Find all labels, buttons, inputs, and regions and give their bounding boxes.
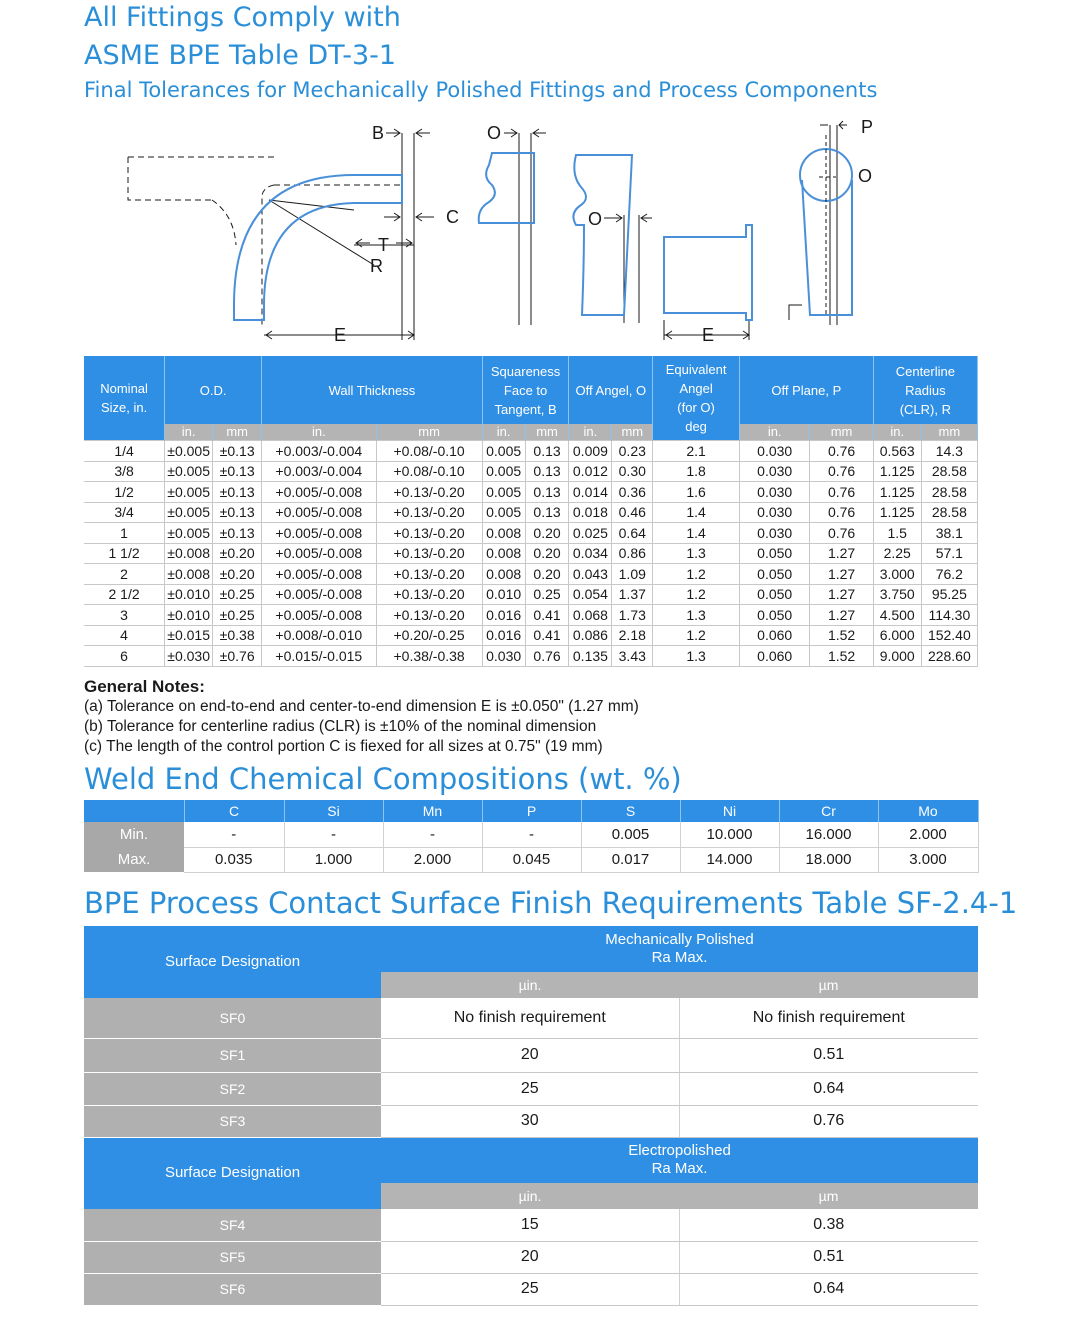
unit-cell: mm (213, 424, 262, 441)
unit-cell: mm (376, 424, 482, 441)
unit-cell: in. (739, 424, 809, 441)
table-cell: 2.25 (873, 543, 921, 564)
table-cell: 1.27 (810, 584, 873, 605)
tolerance-rows (84, 441, 978, 667)
chem-max-value: 14.000 (680, 847, 779, 872)
table-cell: 3/4 (84, 502, 165, 523)
table-cell: +0.005/-0.008 (262, 584, 376, 605)
header-nominal: Nominal Size, in. (84, 356, 165, 441)
table-cell: 1/2 (84, 482, 165, 503)
table-cell: 0.030 (739, 441, 809, 462)
table-cell: 2.1 (653, 441, 740, 462)
table-cell: +0.005/-0.008 (262, 564, 376, 585)
table-cell: 1 1/2 (84, 543, 165, 564)
table-cell: 0.018 (569, 502, 612, 523)
finish-type-header (381, 926, 978, 972)
table-cell: 0.016 (482, 605, 525, 626)
table-cell: 1.4 (653, 523, 740, 544)
chem-min-value: - (184, 822, 284, 847)
table-cell: 6 (84, 646, 165, 667)
table-cell: ±0.005 (165, 482, 213, 503)
table-cell: +0.003/-0.004 (262, 441, 376, 462)
element-header: P (482, 800, 581, 822)
note-a: (a) Tolerance on end-to-end and center-to-end dimension E is ±0.050" (1.27 mm) (84, 698, 639, 715)
sf-value-micrometer: 0.76 (679, 1105, 978, 1137)
table-cell: +0.20/-0.25 (376, 625, 482, 646)
table-cell: 0.76 (810, 461, 873, 482)
unit-cell: mm (921, 424, 977, 441)
table-cell: 0.016 (482, 625, 525, 646)
table-cell: 1.37 (612, 584, 653, 605)
sf-designation: SF0 (84, 998, 381, 1038)
element-header: Ni (680, 800, 779, 822)
sf-row (84, 1273, 978, 1305)
table-cell: 1.2 (653, 564, 740, 585)
unit-cell: in. (482, 424, 525, 441)
table-cell: 4 (84, 625, 165, 646)
table-cell: +0.13/-0.20 (376, 564, 482, 585)
unit-microinch: µin. (381, 1183, 679, 1209)
table-cell: 0.030 (739, 502, 809, 523)
table-cell: 1.27 (810, 564, 873, 585)
table-cell: 0.030 (739, 461, 809, 482)
table-cell: +0.005/-0.008 (262, 482, 376, 503)
table-cell: ±0.13 (213, 523, 262, 544)
sf-header-row (84, 1137, 978, 1183)
table-cell: +0.08/-0.10 (376, 441, 482, 462)
note-c: (c) The length of the control portion C is fiexed for all sizes at 0.75" (19 mm) (84, 738, 603, 755)
table-cell: +0.13/-0.20 (376, 502, 482, 523)
table-cell: ±0.015 (165, 625, 213, 646)
sf-row (84, 1105, 978, 1137)
unit-cell: in. (165, 424, 213, 441)
subtitle: Final Tolerances for Mechanically Polished Fittings and Process Components (84, 78, 878, 102)
title-line-2: ASME BPE Table DT-3-1 (84, 40, 397, 71)
element-header: Mn (383, 800, 482, 822)
table-cell: 0.25 (525, 584, 569, 605)
sf-value-micrometer: 0.38 (679, 1209, 978, 1241)
chem-max-value: 0.017 (581, 847, 680, 872)
table-cell: 14.3 (921, 441, 977, 462)
table-row (84, 502, 978, 523)
table-cell: 0.46 (612, 502, 653, 523)
note-b: (b) Tolerance for centerline radius (CLR) is ±10% of the nominal dimension (84, 718, 597, 735)
chem-max-value: 3.000 (878, 847, 978, 872)
chem-corner (84, 800, 184, 822)
table-cell: 1.73 (612, 605, 653, 626)
sf-value-micrometer: 0.64 (679, 1072, 978, 1105)
sf-row (84, 1038, 978, 1072)
unit-micrometer: µm (679, 972, 978, 998)
table-cell: 0.20 (525, 523, 569, 544)
table-cell: +0.13/-0.20 (376, 523, 482, 544)
header-clr-l1: Centerline (895, 363, 955, 379)
table-cell: 0.64 (612, 523, 653, 544)
table-cell: 4.500 (873, 605, 921, 626)
table-cell: 0.20 (525, 564, 569, 585)
header-off-angle: Off Angel, O (569, 356, 653, 424)
table-cell: 0.13 (525, 502, 569, 523)
table-cell: 3/8 (84, 461, 165, 482)
table-cell: 0.008 (482, 523, 525, 544)
table-cell: 0.043 (569, 564, 612, 585)
finish-type-sub: Ra Max. (651, 1160, 708, 1178)
table-cell: 0.025 (569, 523, 612, 544)
chem-max-value: 18.000 (779, 847, 878, 872)
table-row (84, 482, 978, 503)
chem-max-value: 0.035 (184, 847, 284, 872)
unit-micrometer: µm (679, 1183, 978, 1209)
table-cell: 3.43 (612, 646, 653, 667)
table-cell: 0.054 (569, 584, 612, 605)
table-cell: 0.86 (612, 543, 653, 564)
label-t: T (378, 235, 389, 255)
table-row (84, 584, 978, 605)
table-cell: 0.050 (739, 584, 809, 605)
table-cell: 2 (84, 564, 165, 585)
surface-designation-header (84, 926, 381, 998)
table-cell: 0.060 (739, 646, 809, 667)
sf-value-microinch: No finish requirement (381, 998, 679, 1038)
table-cell: 0.76 (810, 502, 873, 523)
chem-min-value: - (383, 822, 482, 847)
label-e-left: E (334, 325, 347, 345)
element-header: C (184, 800, 284, 822)
table-cell: 1.27 (810, 605, 873, 626)
header-clr-l2: Radius (905, 382, 946, 398)
sf-value-microinch: 25 (381, 1273, 679, 1305)
header-equivalent (653, 356, 740, 441)
table-cell: ±0.005 (165, 502, 213, 523)
table-cell: 1.27 (810, 543, 873, 564)
table-cell: 1.3 (653, 543, 740, 564)
table-cell: ±0.005 (165, 441, 213, 462)
table-cell: +0.005/-0.008 (262, 502, 376, 523)
unit-cell: in. (873, 424, 921, 441)
table-cell: ±0.030 (165, 646, 213, 667)
table-row (84, 461, 978, 482)
table-cell: 0.13 (525, 441, 569, 462)
table-cell: 0.005 (482, 461, 525, 482)
header-wall: Wall Thickness (262, 356, 483, 424)
table-cell: 57.1 (921, 543, 977, 564)
table-cell: 0.030 (739, 523, 809, 544)
table-cell: ±0.13 (213, 482, 262, 503)
finish-type-sub: Ra Max. (651, 949, 708, 966)
table-row (84, 625, 978, 646)
table-row (84, 605, 978, 626)
table-cell: +0.13/-0.20 (376, 482, 482, 503)
table-cell: 0.13 (525, 461, 569, 482)
table-cell: 0.135 (569, 646, 612, 667)
header-equiv-l2: Angel (679, 381, 713, 396)
table-cell: +0.005/-0.008 (262, 523, 376, 544)
table-cell: ±0.13 (213, 441, 262, 462)
label-p: P (861, 117, 874, 137)
sf-value-micrometer: 0.51 (679, 1241, 978, 1273)
table-cell: 0.008 (482, 564, 525, 585)
table-cell: ±0.005 (165, 523, 213, 544)
header-equiv-l1: Equivalent (665, 362, 727, 377)
table-row (84, 441, 978, 462)
table-cell: 76.2 (921, 564, 977, 585)
chem-min-value: - (284, 822, 383, 847)
table-cell: 0.009 (569, 441, 612, 462)
element-header: Cr (779, 800, 878, 822)
table-cell: 1.5 (873, 523, 921, 544)
surface-designation-header (84, 1137, 381, 1209)
table-cell: 0.41 (525, 625, 569, 646)
table-cell: ±0.005 (165, 461, 213, 482)
table-cell: ±0.13 (213, 502, 262, 523)
sf-row (84, 998, 978, 1038)
element-header: Mo (878, 800, 978, 822)
header-off-plane: Off Plane, P (739, 356, 873, 424)
table-cell: 3 (84, 605, 165, 626)
table-cell: 95.25 (921, 584, 977, 605)
table-cell: 1 (84, 523, 165, 544)
sf-value-microinch: 20 (381, 1038, 679, 1072)
fitting-tolerance-diagram (84, 115, 984, 347)
table-cell: 0.030 (739, 482, 809, 503)
finish-type-header (381, 1137, 978, 1183)
table-cell: 6.000 (873, 625, 921, 646)
sf-row (84, 1209, 978, 1241)
table-cell: +0.008/-0.010 (262, 625, 376, 646)
table-cell: +0.005/-0.008 (262, 605, 376, 626)
table-cell: 0.005 (482, 482, 525, 503)
element-header: S (581, 800, 680, 822)
sf-designation: SF2 (84, 1072, 381, 1105)
table-cell: 0.36 (612, 482, 653, 503)
label-o-top: O (487, 123, 502, 143)
table-cell: ±0.008 (165, 543, 213, 564)
table-cell: +0.13/-0.20 (376, 605, 482, 626)
table-cell: 1/4 (84, 441, 165, 462)
header-equiv-l3: (for O) (677, 400, 715, 415)
sf-row (84, 1241, 978, 1273)
table-cell: 114.30 (921, 605, 977, 626)
table-cell: ±0.76 (213, 646, 262, 667)
table-cell: 1.8 (653, 461, 740, 482)
sf-value-micrometer: 0.51 (679, 1038, 978, 1072)
table-cell: 28.58 (921, 461, 977, 482)
sf-value-microinch: 30 (381, 1105, 679, 1137)
table-cell: 3.750 (873, 584, 921, 605)
table-cell: 9.000 (873, 646, 921, 667)
table-cell: +0.005/-0.008 (262, 543, 376, 564)
table-cell: 0.23 (612, 441, 653, 462)
table-cell: ±0.010 (165, 584, 213, 605)
table-cell: 0.034 (569, 543, 612, 564)
table-cell: 0.014 (569, 482, 612, 503)
table-cell: 152.40 (921, 625, 977, 646)
header-squareness-l2: Face to (503, 382, 548, 398)
chem-min-label: Min. (84, 822, 184, 847)
table-cell: 2 1/2 (84, 584, 165, 605)
table-cell: +0.13/-0.20 (376, 543, 482, 564)
label-c: C (446, 207, 459, 227)
tolerance-table (84, 356, 978, 667)
finish-type-title: Mechanically Polished (605, 931, 754, 948)
table-cell: 0.005 (482, 441, 525, 462)
label-r: R (370, 256, 383, 276)
table-cell: 0.012 (569, 461, 612, 482)
table-cell: ±0.38 (213, 625, 262, 646)
table-cell: ±0.010 (165, 605, 213, 626)
table-row (84, 564, 978, 585)
table-cell: +0.38/-0.38 (376, 646, 482, 667)
table-cell: 0.76 (525, 646, 569, 667)
table-cell: 1.125 (873, 502, 921, 523)
chemistry-table (84, 800, 979, 873)
sf-designation: SF4 (84, 1209, 381, 1241)
unit-microinch: µin. (381, 972, 679, 998)
chem-min-value: - (482, 822, 581, 847)
table-row (84, 523, 978, 544)
header-squareness-l3: Tangent, B (494, 401, 557, 417)
table-cell: +0.13/-0.20 (376, 584, 482, 605)
table-cell: 1.2 (653, 584, 740, 605)
chem-max-value: 0.045 (482, 847, 581, 872)
table-cell: 228.60 (921, 646, 977, 667)
header-squareness-l1: Squareness (490, 363, 561, 379)
bpe-title: BPE Process Contact Surface Finish Requirements Table SF-2.4-1 (84, 886, 1018, 920)
table-cell: 0.13 (525, 482, 569, 503)
unit-cell: mm (612, 424, 653, 441)
label-b: B (372, 123, 385, 143)
table-cell: 0.20 (525, 543, 569, 564)
sf-designation: SF5 (84, 1241, 381, 1273)
table-cell: ±0.25 (213, 584, 262, 605)
table-cell: 0.41 (525, 605, 569, 626)
element-header: Si (284, 800, 383, 822)
table-cell: 1.125 (873, 482, 921, 503)
table-cell: 0.005 (482, 502, 525, 523)
sf-value-micrometer: 0.64 (679, 1273, 978, 1305)
chem-min-value: 16.000 (779, 822, 878, 847)
sf-row (84, 1072, 978, 1105)
unit-cell: mm (525, 424, 569, 441)
table-cell: 1.6 (653, 482, 740, 503)
notes-heading: General Notes: (84, 677, 205, 696)
chem-min-value: 10.000 (680, 822, 779, 847)
table-cell: ±0.008 (165, 564, 213, 585)
sf-value-microinch: 25 (381, 1072, 679, 1105)
unit-cell: in. (262, 424, 376, 441)
sf-designation: SF1 (84, 1038, 381, 1072)
table-row (84, 543, 978, 564)
sf-header-row (84, 926, 978, 972)
table-cell: 0.050 (739, 543, 809, 564)
chem-min-value: 0.005 (581, 822, 680, 847)
header-od: O.D. (165, 356, 262, 424)
label-o-mid: O (588, 209, 603, 229)
table-cell: 0.76 (810, 482, 873, 503)
header-clr (873, 356, 977, 424)
table-cell: 28.58 (921, 502, 977, 523)
table-cell: 0.563 (873, 441, 921, 462)
table-cell: 0.76 (810, 523, 873, 544)
finish-type-title: Electropolished (628, 1142, 731, 1160)
table-row (84, 646, 978, 667)
designation-label: Surface Designation (164, 1164, 301, 1182)
table-cell: +0.08/-0.10 (376, 461, 482, 482)
weld-title: Weld End Chemical Compositions (wt. %) (84, 762, 682, 796)
sf-value-microinch: 20 (381, 1241, 679, 1273)
chem-max-label: Max. (84, 847, 184, 872)
sf-designation: SF6 (84, 1273, 381, 1305)
table-cell: 1.3 (653, 646, 740, 667)
title-line-1: All Fittings Comply with (84, 2, 401, 33)
sf-value-micrometer: No finish requirement (679, 998, 978, 1038)
header-equiv-l4: deg (685, 419, 707, 434)
table-cell: 0.050 (739, 605, 809, 626)
table-cell: 3.000 (873, 564, 921, 585)
header-clr-l3: (CLR), R (899, 401, 951, 417)
table-cell: 38.1 (921, 523, 977, 544)
unit-cell: in. (569, 424, 612, 441)
surface-finish-table (84, 926, 978, 1306)
label-o-right: O (858, 166, 873, 186)
table-cell: 1.125 (873, 461, 921, 482)
table-cell: 28.58 (921, 482, 977, 503)
chem-min-value: 2.000 (878, 822, 978, 847)
label-e-right: E (702, 325, 715, 345)
sf-designation: SF3 (84, 1105, 381, 1137)
table-cell: 1.52 (810, 646, 873, 667)
table-cell: ±0.13 (213, 461, 262, 482)
table-cell: 1.09 (612, 564, 653, 585)
general-notes (84, 677, 639, 757)
table-cell: +0.015/-0.015 (262, 646, 376, 667)
chem-max-value: 2.000 (383, 847, 482, 872)
table-cell: 2.18 (612, 625, 653, 646)
table-cell: 0.050 (739, 564, 809, 585)
sf-value-microinch: 15 (381, 1209, 679, 1241)
table-cell: 1.3 (653, 605, 740, 626)
table-cell: ±0.20 (213, 543, 262, 564)
table-cell: 0.008 (482, 543, 525, 564)
chem-max-value: 1.000 (284, 847, 383, 872)
table-cell: +0.003/-0.004 (262, 461, 376, 482)
table-cell: 1.4 (653, 502, 740, 523)
table-cell: 0.010 (482, 584, 525, 605)
table-cell: 0.086 (569, 625, 612, 646)
table-cell: 0.76 (810, 441, 873, 462)
unit-cell: mm (810, 424, 873, 441)
table-cell: 0.068 (569, 605, 612, 626)
table-cell: 0.030 (482, 646, 525, 667)
header-squareness (482, 356, 569, 424)
table-cell: 0.060 (739, 625, 809, 646)
table-cell: 1.52 (810, 625, 873, 646)
table-cell: 0.30 (612, 461, 653, 482)
designation-label: Surface Designation (164, 953, 301, 970)
table-cell: ±0.20 (213, 564, 262, 585)
table-cell: ±0.25 (213, 605, 262, 626)
table-cell: 1.2 (653, 625, 740, 646)
